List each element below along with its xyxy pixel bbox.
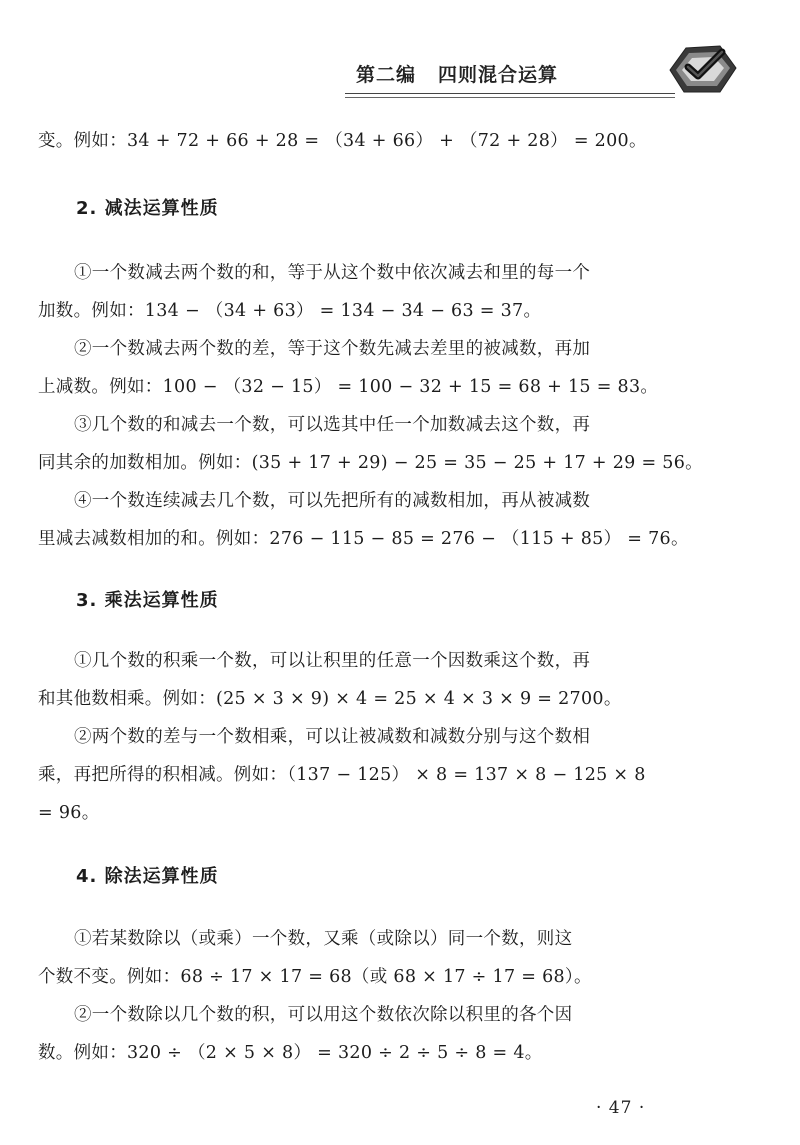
paragraph-line: ②两个数的差与一个数相乘，可以让被减数和减数分别与这个数相 [74, 727, 591, 747]
paragraph-line: ①若某数除以（或乘）一个数，又乘（或除以）同一个数，则这 [74, 929, 573, 949]
paragraph-line: 上减数。例如：100 − （32 − 15） = 100 − 32 + 15 = 68 + 15 = 83。 [38, 377, 659, 397]
paragraph-line: ②一个数除以几个数的积，可以用这个数依次除以积里的各个因 [74, 1005, 573, 1025]
paragraph-line: ③几个数的和减去一个数，可以选其中任一个加数减去这个数，再 [74, 415, 591, 435]
header-rule [345, 93, 675, 94]
section-multiplication [38, 642, 646, 832]
header-rule-thin [345, 97, 675, 98]
paragraph-line: ①几个数的积乘一个数，可以让积里的任意一个因数乘这个数，再 [74, 651, 591, 671]
paragraph-line: 个数不变。例如：68 ÷ 17 × 17 = 68（或 68 × 17 ÷ 17 = 68）。 [38, 967, 592, 987]
page-header [0, 0, 800, 110]
page-number: · 47 · [596, 1098, 646, 1118]
paragraph-line: 加数。例如：134 − （34 + 63） = 134 − 34 − 63 = 37。 [38, 301, 542, 321]
paragraph-line: 数。例如：320 ÷ （2 × 5 × 8） = 320 ÷ 2 ÷ 5 ÷ 8 = 4。 [38, 1043, 543, 1063]
paragraph-line: ①一个数减去两个数的和，等于从这个数中依次减去和里的每一个 [74, 263, 591, 283]
running-head-chapter: 四则混合运算 [438, 64, 559, 86]
section-subtraction [38, 254, 703, 558]
paragraph-line: ②一个数减去两个数的差，等于这个数先减去差里的被减数，再加 [74, 339, 591, 359]
section-heading-multiplication: 3. 乘法运算性质 [76, 590, 219, 611]
paragraph-line: 和其他数相乘。例如：(25 × 3 × 9) × 4 = 25 × 4 × 3 × 9 = 2700。 [38, 689, 622, 709]
section-heading-division: 4. 除法运算性质 [76, 866, 219, 887]
paragraph-line: 乘，再把所得的积相减。例如：（137 − 125） × 8 = 137 × 8 − 125 × 8 [38, 765, 646, 785]
paragraph-line: 同其余的加数相加。例如：(35 + 17 + 29) − 25 = 35 − 25 + 17 + 29 = 56。 [38, 453, 703, 473]
paragraph-line: ④一个数连续减去几个数，可以先把所有的减数相加，再从被减数 [74, 491, 591, 511]
section-heading-subtraction: 2. 减法运算性质 [76, 198, 219, 219]
running-head [356, 60, 558, 87]
paragraph-line: 里减去减数相加的和。例如：276 − 115 − 85 = 276 − （115 + 85） = 76。 [38, 529, 689, 549]
continuation-line: 变。例如：34 + 72 + 66 + 28 = （34 + 66） + （72 + 28） = 200。 [38, 131, 647, 151]
paragraph-line: = 96。 [38, 803, 100, 823]
checkmark-emblem-icon [664, 40, 740, 98]
section-division [38, 920, 592, 1072]
running-head-part: 第二编 [356, 64, 417, 86]
